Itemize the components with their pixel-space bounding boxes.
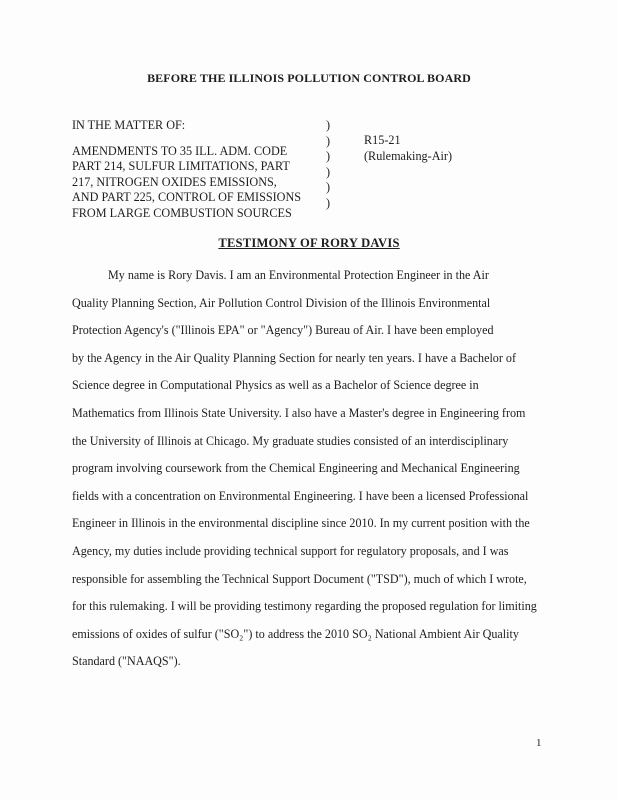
board-heading: BEFORE THE ILLINOIS POLLUTION CONTROL BOARD: [147, 71, 471, 85]
caption-docket: [364, 133, 514, 164]
paren: ): [326, 118, 331, 132]
testimony-body: [72, 268, 548, 682]
body-line: by the Agency in the Air Quality Planning Section for nearly ten years. I have a Bachelor of: [72, 350, 516, 365]
body-line: Science degree in Computational Physics as well as a Bachelor of Science degree in: [72, 378, 479, 393]
body-line: Agency, my duties include providing technical support for regulatory proposals, and I was: [72, 543, 509, 558]
body-line: emissions of oxides of sulfur ("SO₂") to address the 2010 SO₂ National Ambient Air Quality: [72, 626, 519, 641]
body-line: fields with a concentration on Environmental Engineering. I have been a licensed Professional: [72, 488, 529, 503]
paren: ): [326, 164, 331, 179]
matter-line: FROM LARGE COMBUSTION SOURCES: [72, 205, 292, 220]
docket-type: (Rulemaking-Air): [364, 148, 452, 163]
matter-line: PART 214, SULFUR LIMITATIONS, PART: [72, 159, 290, 174]
matter-line: 217, NITROGEN OXIDES EMISSIONS,: [72, 174, 277, 189]
caption-matter: [72, 118, 322, 222]
body-line: Engineer in Illinois in the environmental discipline since 2010. In my current position with the: [72, 516, 530, 531]
paren: ): [326, 133, 331, 148]
body-line: program involving coursework from the Chemical Engineering and Mechanical Engineering: [72, 461, 520, 476]
body-line: Mathematics from Illinois State University. I also have a Master's degree in Engineering from: [72, 405, 526, 420]
body-line: the University of Illinois at Chicago. My graduate studies consisted of an interdisciplinary: [72, 433, 509, 448]
paren: ): [326, 149, 331, 164]
docket-number: R15-21: [364, 133, 401, 147]
page-number: 1: [536, 737, 542, 749]
body-line: Quality Planning Section, Air Pollution Control Division of the Illinois Environmental: [72, 295, 491, 310]
paren: ): [326, 195, 331, 210]
caption-parentheses: [326, 118, 336, 212]
body-line: My name is Rory Davis. I am an Environmental Protection Engineer in the Air: [108, 268, 489, 282]
paren: ): [326, 180, 331, 195]
testimony-title: TESTIMONY OF RORY DAVIS: [218, 236, 400, 250]
matter-line: AMENDMENTS TO 35 ILL. ADM. CODE: [72, 143, 288, 158]
body-line: Standard ("NAAQS").: [72, 654, 181, 669]
matter-line: AND PART 225, CONTROL OF EMISSIONS: [72, 190, 302, 205]
body-line: Protection Agency's ("Illinois EPA" or "Agency") Bureau of Air. I have been employed: [72, 323, 494, 338]
matter-label: IN THE MATTER OF:: [72, 118, 186, 132]
body-line: responsible for assembling the Technical Support Document ("TSD"), much of which I wrote,: [72, 571, 527, 586]
body-line: for this rulemaking. I will be providing testimony regarding the proposed regulation for limiting: [72, 599, 537, 614]
